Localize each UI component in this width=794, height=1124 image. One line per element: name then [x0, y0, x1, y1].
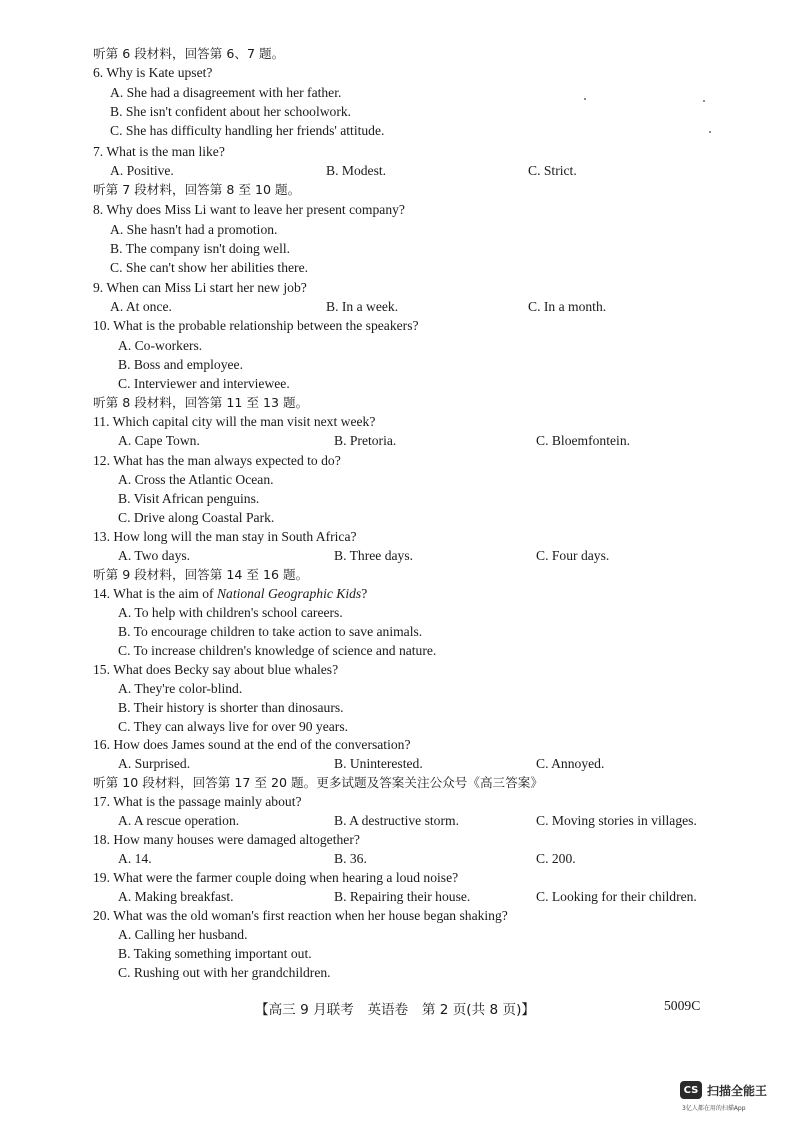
question-stem: 12. What has the man always expected to do?	[93, 453, 341, 468]
answer-option: C. She can't show her abilities there.	[110, 260, 308, 275]
answer-option: A. Calling her husband.	[118, 927, 248, 942]
answer-option: C. Drive along Coastal Park.	[118, 510, 275, 525]
answer-option: C. Bloemfontein.	[536, 433, 631, 448]
answer-option: B. Three days.	[334, 548, 414, 563]
section-instruction: 听第 6 段材料，回答第 6、7 题。	[93, 46, 285, 61]
answer-option: A. 14.	[118, 851, 152, 866]
answer-option: A. Two days.	[118, 548, 191, 563]
question-mark: ?	[361, 586, 368, 601]
answer-option: C. They can always live for over 90 years.	[118, 719, 349, 734]
answer-option: A. Positive.	[110, 163, 174, 178]
answer-option: C. In a month.	[528, 299, 607, 314]
answer-option: B. Uninterested.	[334, 756, 423, 771]
question-stem	[93, 584, 367, 603]
answer-option: C. Interviewer and interviewee.	[118, 376, 290, 391]
exam-code: 5009C	[664, 998, 701, 1013]
page-footer: 【高三 9 月联考 英语卷 第 2 页(共 8 页)】	[255, 1002, 535, 1018]
answer-option: B. Pretoria.	[334, 433, 397, 448]
answer-option: C. Moving stories in villages.	[536, 813, 697, 828]
answer-option: B. Repairing their house.	[334, 889, 471, 904]
answer-option: A. Surprised.	[118, 756, 191, 771]
answer-option: C. Annoyed.	[536, 756, 605, 771]
section-instruction: 听第 9 段材料，回答第 14 至 16 题。	[93, 567, 309, 582]
question-stem: 15. What does Becky say about blue whales?	[93, 662, 339, 677]
answer-option: A. Making breakfast.	[118, 889, 234, 904]
scanner-app-name: 扫描全能王	[707, 1083, 768, 1098]
answer-option: A. Cross the Atlantic Ocean.	[118, 472, 274, 487]
question-stem: 6. Why is Kate upset?	[93, 65, 213, 80]
answer-option: B. To encourage children to take action to save animals.	[118, 624, 423, 639]
question-stem: 16. How does James sound at the end of the conversation?	[93, 737, 411, 752]
question-stem: 11. Which capital city will the man visit next week?	[93, 414, 376, 429]
question-stem: 19. What were the farmer couple doing when hearing a loud noise?	[93, 870, 459, 885]
answer-option: C. To increase children's knowledge of science and nature.	[118, 643, 437, 658]
answer-option: B. A destructive storm.	[334, 813, 459, 828]
answer-option: C. 200.	[536, 851, 576, 866]
question-stem: 9. When can Miss Li start her new job?	[93, 280, 307, 295]
scan-speck	[584, 98, 586, 100]
scan-speck	[709, 131, 711, 133]
answer-option: B. In a week.	[326, 299, 399, 314]
answer-option: B. Visit African penguins.	[118, 491, 260, 506]
answer-option: A. She hasn't had a promotion.	[110, 222, 278, 237]
answer-option: A. At once.	[110, 299, 172, 314]
magazine-title: National Geographic Kids	[216, 586, 362, 601]
question-text: 14. What is the aim of	[93, 586, 217, 601]
scan-speck	[703, 100, 705, 102]
answer-option: C. Looking for their children.	[536, 889, 697, 904]
answer-option: A. To help with children's school careers.	[118, 605, 343, 620]
answer-option: A. Cape Town.	[118, 433, 200, 448]
question-stem: 10. What is the probable relationship between the speakers?	[93, 318, 419, 333]
section-instruction: 听第 8 段材料，回答第 11 至 13 题。	[93, 395, 309, 410]
answer-option: B. She isn't confident about her schoolwork.	[110, 104, 352, 119]
answer-option: B. 36.	[334, 851, 367, 866]
question-stem: 7. What is the man like?	[93, 144, 225, 159]
question-stem: 8. Why does Miss Li want to leave her present company?	[93, 202, 405, 217]
answer-option: A. A rescue operation.	[118, 813, 240, 828]
question-stem: 20. What was the old woman's first reaction when her house began shaking?	[93, 908, 508, 923]
section-instruction: 听第 10 段材料，回答第 17 至 20 题。更多试题及答案关注公众号《高三答案》	[93, 775, 543, 790]
question-stem: 13. How long will the man stay in South Africa?	[93, 529, 357, 544]
cs-logo-icon: CS	[680, 1081, 702, 1099]
question-stem: 17. What is the passage mainly about?	[93, 794, 302, 809]
answer-option: C. Strict.	[528, 163, 577, 178]
answer-option: C. She has difficulty handling her friends' attitude.	[110, 123, 385, 138]
answer-option: B. Taking something important out.	[118, 946, 312, 961]
answer-option: B. Their history is shorter than dinosaurs.	[118, 700, 344, 715]
question-stem: 18. How many houses were damaged altogether?	[93, 832, 360, 847]
answer-option: A. She had a disagreement with her father.	[110, 85, 342, 100]
answer-option: C. Rushing out with her grandchildren.	[118, 965, 331, 980]
answer-option: A. Co-workers.	[118, 338, 203, 353]
scanner-watermark	[680, 1081, 767, 1099]
section-instruction: 听第 7 段材料，回答第 8 至 10 题。	[93, 182, 301, 197]
answer-option: A. They're color-blind.	[118, 681, 243, 696]
answer-option: B. Boss and employee.	[118, 357, 243, 372]
scanner-tagline: 3亿人都在用的扫描App	[682, 1105, 746, 1112]
answer-option: B. Modest.	[326, 163, 387, 178]
answer-option: B. The company isn't doing well.	[110, 241, 291, 256]
answer-option: C. Four days.	[536, 548, 610, 563]
